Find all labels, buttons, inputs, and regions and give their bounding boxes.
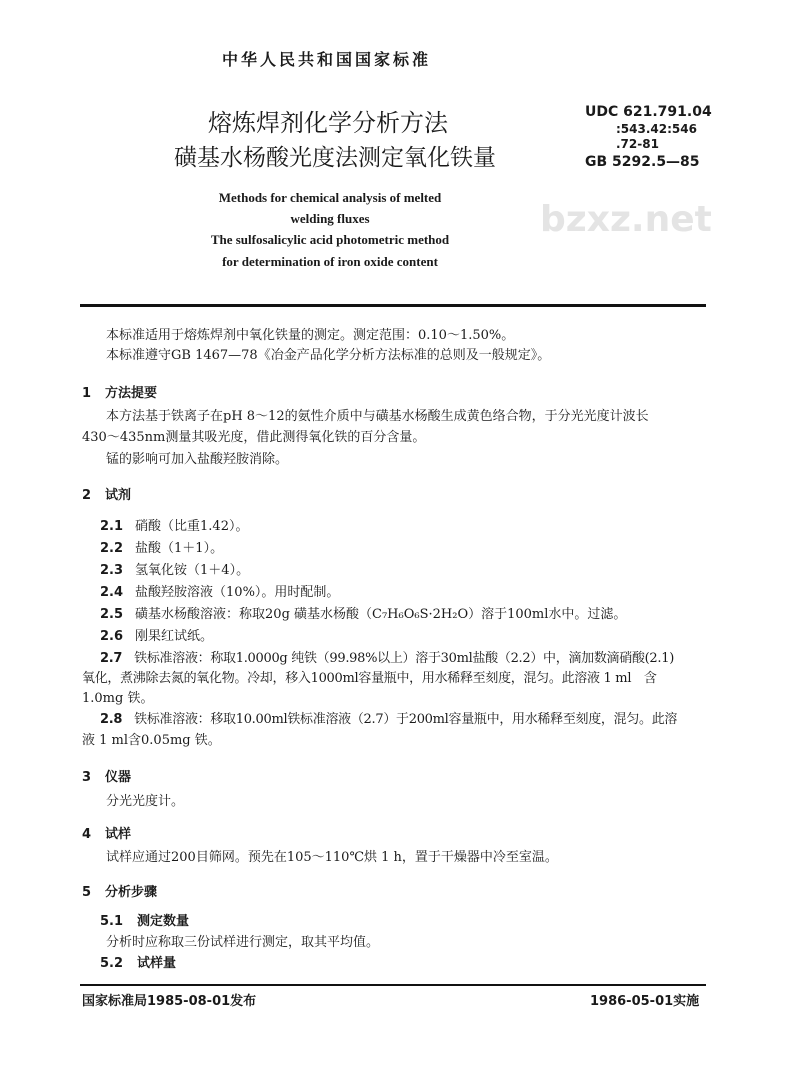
section-title: 仪器	[105, 770, 132, 785]
item-text: 铁标准溶液：称取1.0000g 纯铁（99.98%以上）溶于30ml盐酸（2.2）中，滴加数滴硝酸(2.1)	[134, 651, 674, 666]
section-title: 分析步骤	[105, 885, 158, 900]
title-cn-line-1: 熔炼焊剂化学分析方法	[208, 109, 448, 137]
udc-code-2: :543.42:546	[616, 122, 697, 136]
section-number: 4	[82, 827, 92, 842]
reagent-item	[100, 606, 626, 624]
subsection-5-2-heading	[100, 955, 176, 973]
reagent-item	[100, 650, 674, 668]
item-text: 刚果红试纸。	[135, 629, 214, 644]
item-number: 2.4	[100, 585, 124, 600]
section-5-heading	[82, 884, 157, 902]
title-en-line-1: Methods for chemical analysis of melted	[218, 190, 442, 205]
title-en-line-4: for determination of iron oxide content	[222, 254, 438, 269]
subsection-number: 5.2	[100, 956, 124, 971]
title-en-line-3: The sulfosalicylic acid photometric method	[210, 232, 450, 247]
section-1-heading	[82, 385, 157, 403]
reagent-item	[100, 540, 223, 558]
subsection-number: 5.1	[100, 914, 124, 929]
national-standard-header: 中华人民共和国国家标准	[222, 50, 432, 69]
item-number: 2.3	[100, 563, 124, 578]
intro-scope: 本标准适用于熔炼焊剂中氧化铁量的测定。测定范围：0.10～1.50%。	[106, 328, 515, 343]
udc-code-3: .72-81	[616, 137, 659, 151]
section-4-heading	[82, 826, 131, 844]
title-en-line-2: welding fluxes	[290, 211, 370, 226]
watermark: bzxz.net	[540, 199, 712, 240]
item-text: 铁标准溶液：移取10.00ml铁标准溶液（2.7）于200ml容量瓶中，用水稀释至刻度，混匀。此溶	[134, 712, 678, 727]
reagent-item	[100, 584, 339, 602]
subsection-5-1-para: 分析时应称取三份试样进行测定，取其平均值。	[106, 935, 380, 950]
section-1-para-cont: 430～435nm测量其吸光度，借此测得氧化铁的百分含量。	[82, 430, 426, 445]
item-text: 硝酸（比重1.42）。	[135, 519, 249, 534]
section-3-heading	[82, 769, 131, 787]
section-number: 5	[82, 885, 92, 900]
subsection-5-1-heading	[100, 913, 189, 931]
footer-divider	[80, 984, 706, 986]
section-number: 1	[82, 386, 92, 401]
section-number: 3	[82, 770, 92, 785]
subsection-title: 测定数量	[137, 914, 190, 929]
section-3-para: 分光光度计。	[106, 794, 185, 809]
effective-date: 1986-05-01实施	[590, 994, 700, 1009]
section-title: 试样	[105, 827, 132, 842]
reagent-item-cont: 1.0mg 铁。	[82, 691, 154, 706]
item-number: 2.2	[100, 541, 124, 556]
reagent-item-cont: 氧化，煮沸除去氮的氧化物。冷却，移入1000ml容量瓶中，用水稀释至刻度，混匀。此溶液 1 ml 含	[82, 671, 657, 686]
section-title: 方法提要	[105, 386, 158, 401]
reagent-item-cont: 液 1 ml含0.05mg 铁。	[82, 733, 221, 748]
section-1-para: 本方法基于铁离子在pH 8～12的氨性介质中与磺基水杨酸生成黄色络合物，于分光光度计波长	[106, 409, 649, 424]
item-text: 氢氧化铵（1＋4）。	[135, 563, 250, 578]
reagent-item	[100, 562, 249, 580]
reagent-item	[100, 711, 677, 729]
section-1-para-2: 锰的影响可加入盐酸羟胺消除。	[106, 452, 289, 467]
section-title: 试剂	[105, 488, 132, 503]
header-divider	[80, 304, 706, 307]
section-4-para: 试样应通过200目筛网。预先在105～110℃烘 1 h，置于干燥器中冷至室温。	[106, 850, 558, 865]
section-number: 2	[82, 488, 92, 503]
gb-number: GB 5292.5—85	[585, 154, 700, 170]
item-number: 2.7	[100, 651, 123, 666]
item-text: 磺基水杨酸溶液：称取20g 磺基水杨酸（C₇H₆O₆S·2H₂O）溶于100ml水中。过滤。	[135, 607, 627, 622]
item-number: 2.6	[100, 629, 124, 644]
section-2-heading	[82, 487, 131, 505]
udc-code-1: UDC 621.791.04	[585, 104, 712, 120]
item-number: 2.5	[100, 607, 124, 622]
reagent-item	[100, 518, 248, 536]
item-number: 2.1	[100, 519, 124, 534]
item-number: 2.8	[100, 712, 123, 727]
item-text: 盐酸羟胺溶液（10%）。用时配制。	[135, 585, 340, 600]
intro-compliance: 本标准遵守GB 1467—78《冶金产品化学分析方法标准的总则及一般规定》。	[106, 348, 551, 363]
reagent-item	[100, 628, 213, 646]
item-text: 盐酸（1＋1）。	[135, 541, 224, 556]
issue-date: 国家标准局1985-08-01发布	[82, 994, 257, 1009]
title-cn-line-2: 磺基水杨酸光度法测定氧化铁量	[174, 145, 496, 171]
subsection-title: 试样量	[137, 956, 177, 971]
